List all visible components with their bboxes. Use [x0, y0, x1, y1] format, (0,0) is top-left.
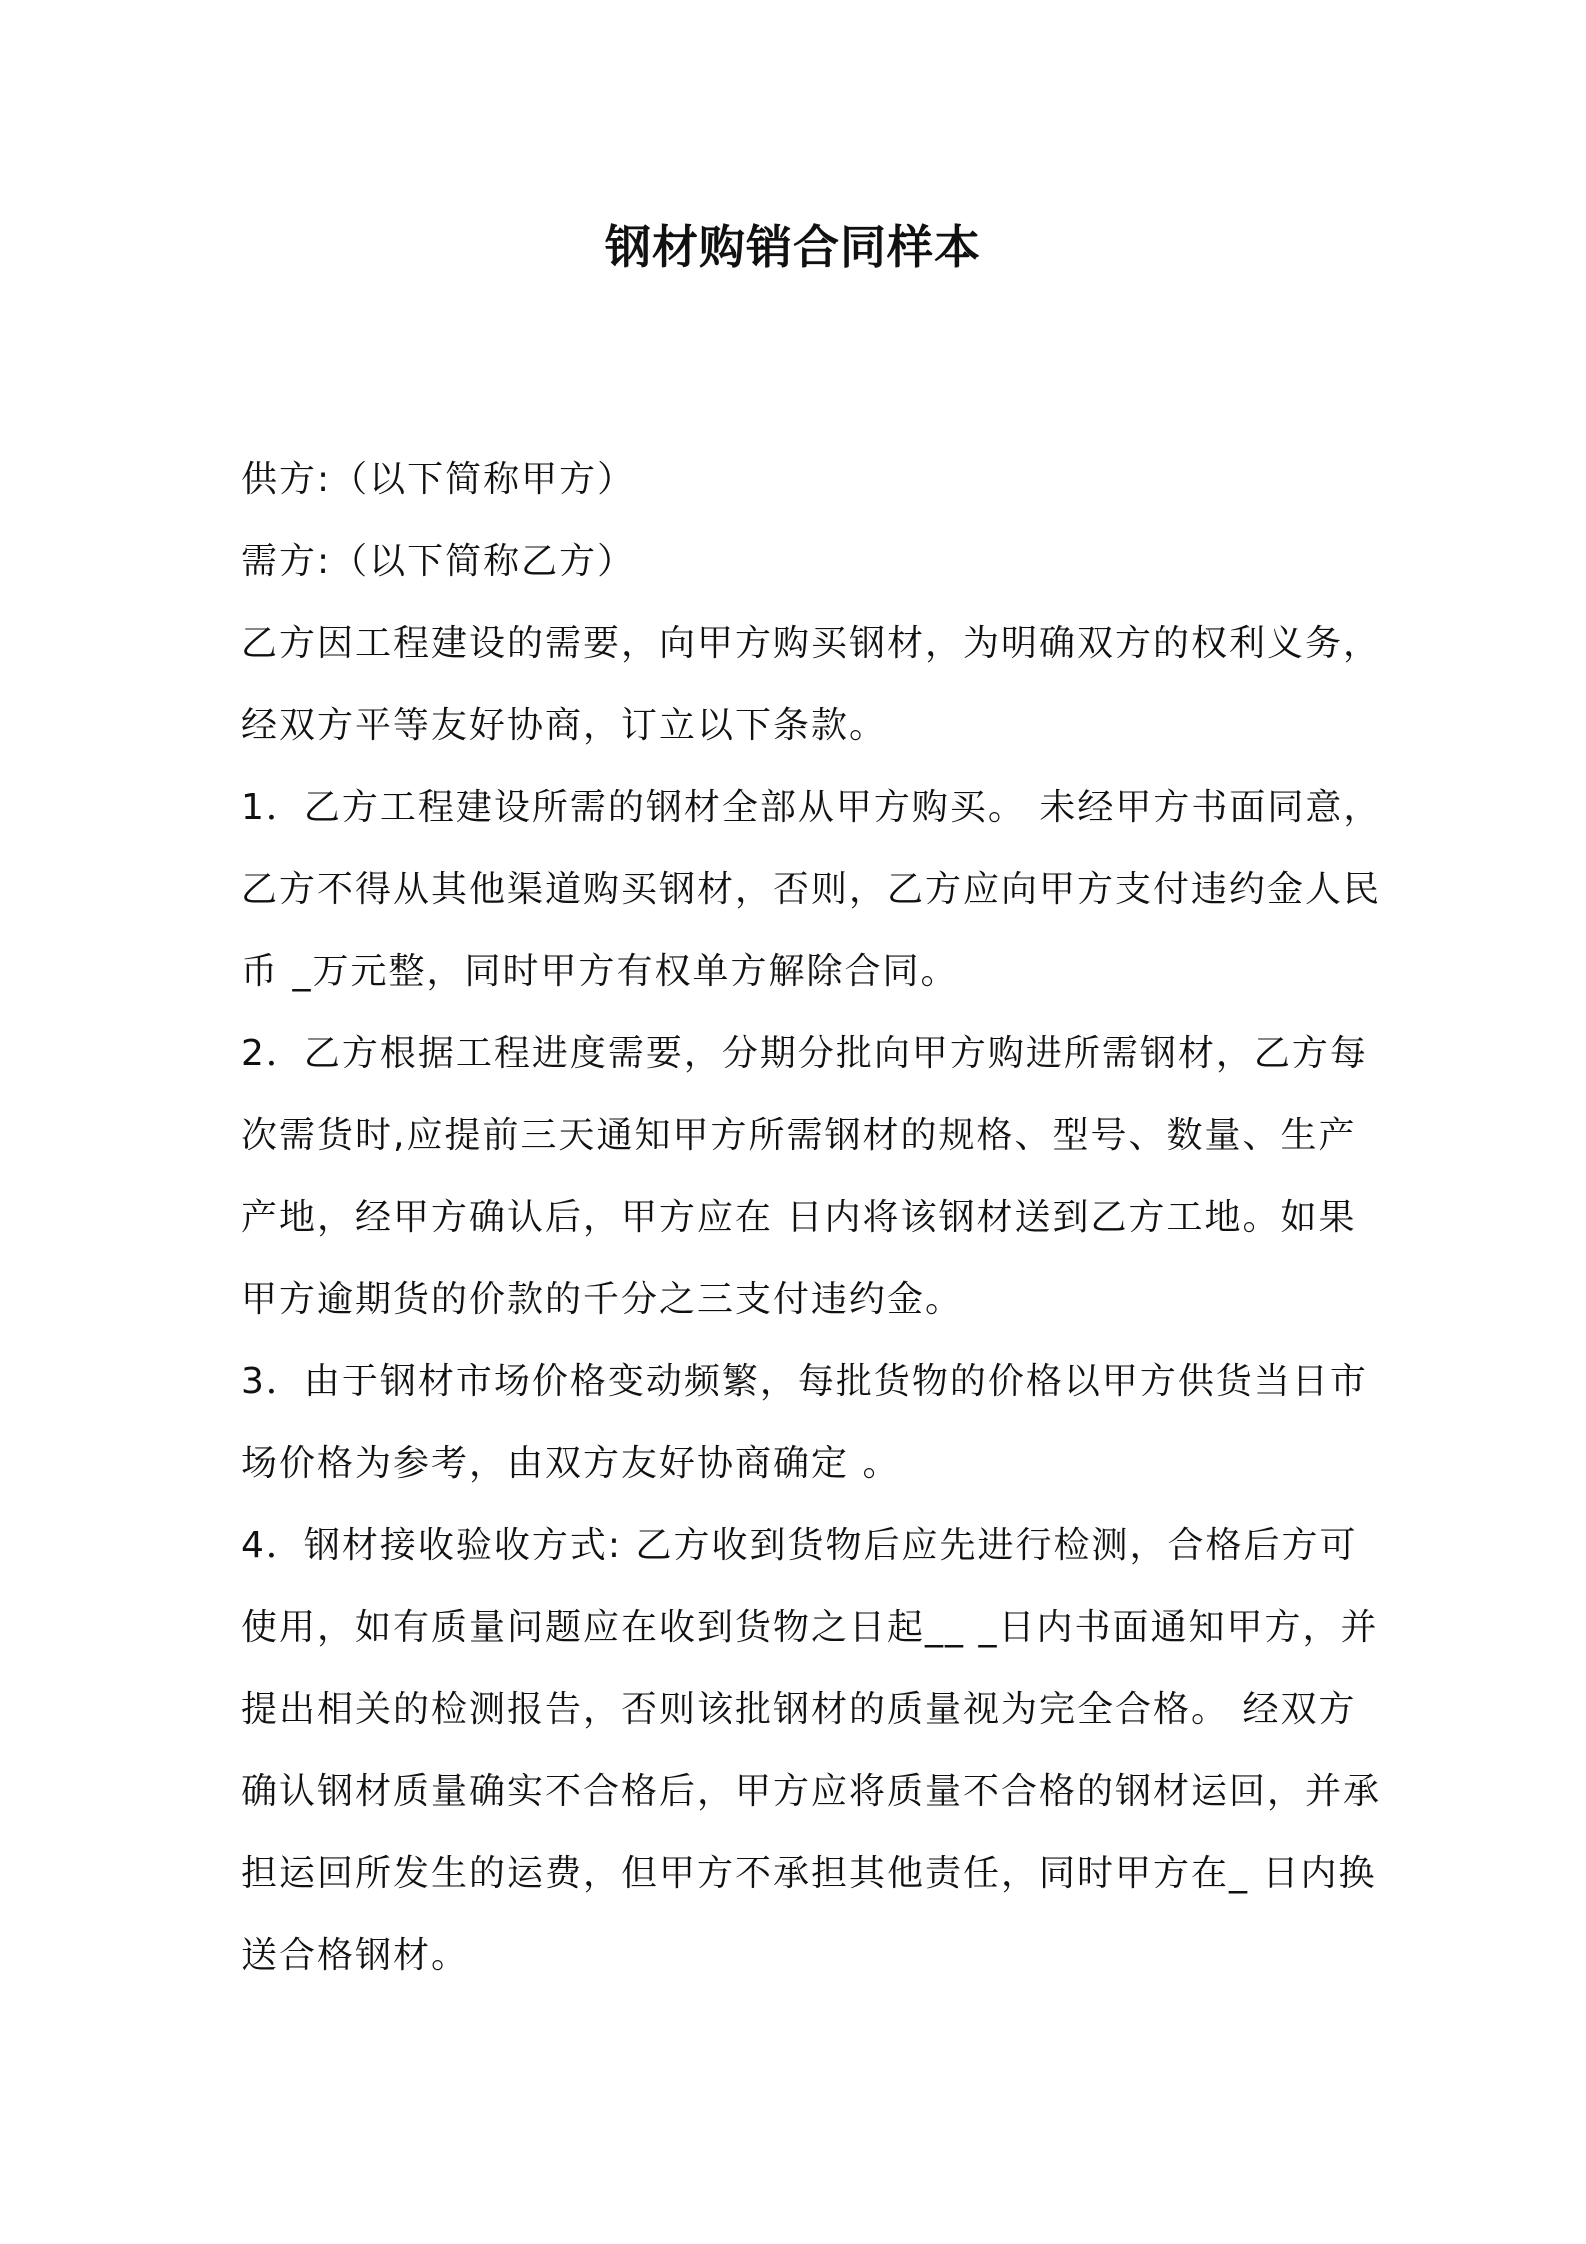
clause-4-line: 确认钢材质量确实不合格后，甲方应将质量不合格的钢材运回，并承	[241, 1771, 1382, 1812]
party-b-line: 需方:（以下简称乙方）	[241, 541, 636, 582]
clause-4-line: 送合格钢材。	[241, 1935, 470, 1976]
clause-1-line: 乙方不得从其他渠道购买钢材，否则，乙方应向甲方支付违约金人民	[241, 869, 1382, 910]
clause-2-line: 甲方逾期货的价款的千分之三支付违约金。	[241, 1279, 964, 1320]
clause-4-line: 4．钢材接收验收方式: 乙方收到货物后应先进行检测，合格后方可	[241, 1525, 1358, 1566]
clause-3-line: 场价格为参考，由双方友好协商确定 。	[241, 1443, 901, 1484]
clause-2-line: 产地，经甲方确认后，甲方应在 日内将该钢材送到乙方工地。如果	[241, 1197, 1357, 1238]
text-line: 经双方平等友好协商，订立以下条款。	[241, 705, 888, 746]
clause-1-line: 1．乙方工程建设所需的钢材全部从甲方购买。 未经甲方书面同意，	[241, 787, 1382, 828]
document-title: 钢材购销合同样本	[605, 220, 981, 274]
party-a-line: 供方:（以下简称甲方）	[241, 459, 636, 500]
clause-4-line: 提出相关的检测报告，否则该批钢材的质量视为完全合格。 经双方	[241, 1689, 1357, 1730]
clause-4-line: 担运回所发生的运费，但甲方不承担其他责任，同时甲方在_ 日内换	[241, 1853, 1377, 1894]
clause-2-line: 次需货时,应提前三天通知甲方所需钢材的规格、型号、数量、生产	[241, 1115, 1357, 1156]
clause-1-line: 币 _万元整，同时甲方有权单方解除合同。	[241, 951, 959, 992]
clause-3-line: 3．由于钢材市场价格变动频繁，每批货物的价格以甲方供货当日市	[241, 1361, 1368, 1402]
text-line: 乙方因工程建设的需要，向甲方购买钢材，为明确双方的权利义务，	[241, 623, 1382, 664]
clause-2-line: 2．乙方根据工程进度需要，分期分批向甲方购进所需钢材，乙方每	[241, 1033, 1368, 1074]
clause-4-line: 使用，如有质量问题应在收到货物之日起__ _日内书面通知甲方，并	[241, 1607, 1379, 1648]
